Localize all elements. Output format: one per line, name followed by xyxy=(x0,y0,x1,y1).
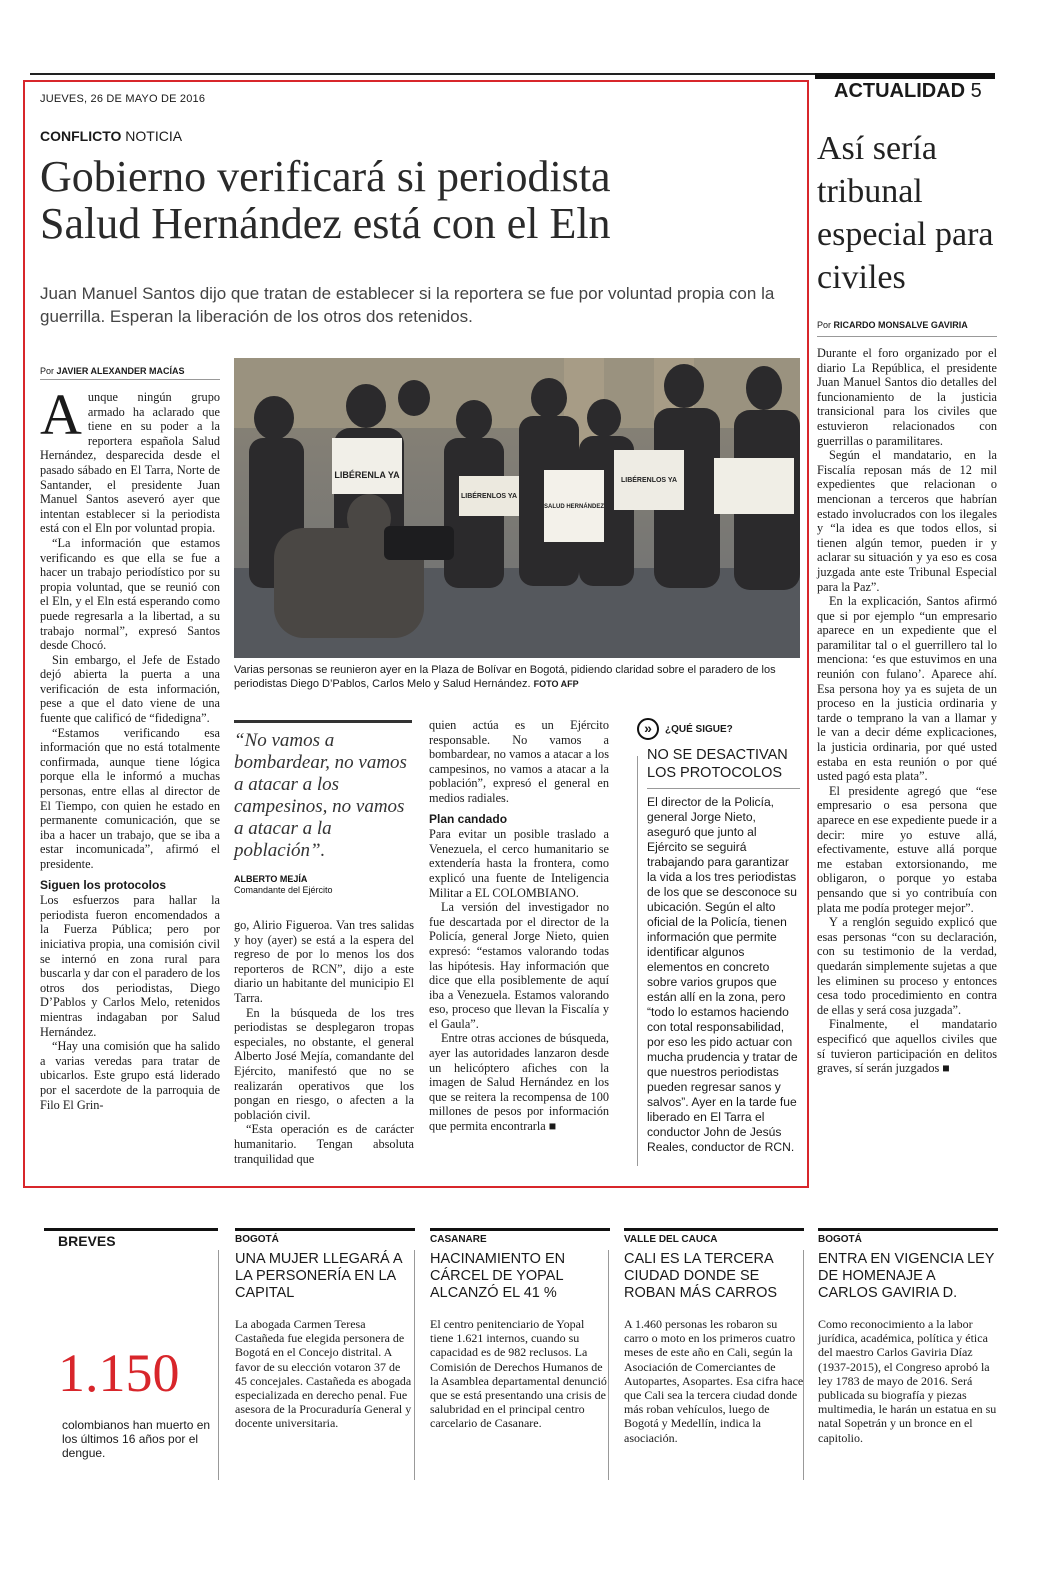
brief-tag: BOGOTÁ xyxy=(818,1234,862,1245)
brief-title: CALI ES LA TERCERA CIUDAD DONDE SE ROBAN MÁS CARROS xyxy=(624,1251,778,1301)
photo-credit: FOTO AFP xyxy=(533,679,579,689)
headline-line-2: Salud Hernández está con el Eln xyxy=(40,199,611,248)
issue-date: JUEVES, 26 DE MAYO DE 2016 xyxy=(40,93,206,105)
side-article-headline: Así sería tribunal especial para civiles xyxy=(817,130,994,296)
big-number: 1.150 xyxy=(58,1343,180,1403)
lede: Juan Manuel Santos dijo que tratan de establecer si la reportera se fue por voluntad propia con la guerrilla. Esperan la liberación de los otros dos retenidos. xyxy=(40,284,775,326)
byline-rule xyxy=(40,379,220,380)
section-name: ACTUALIDAD xyxy=(834,80,966,102)
side-article-byline xyxy=(817,320,968,330)
article-section xyxy=(40,128,182,144)
quote-text: “No vamos a bombardear, no vamos a atacar a los campesinos, no vamos a atacar a la población”. xyxy=(234,730,407,861)
paragraph: go, Alirio Figueroa. Van tres salidas y hoy (ayer) se está a la espera del regreso de por lo menos los dos reporteros de RCN”, dijo a este diario un habitante del municipio El Tarra. xyxy=(234,918,414,1005)
byline-prefix: Por xyxy=(817,320,832,330)
article-column-3 xyxy=(429,718,609,1134)
breves-label: BREVES xyxy=(58,1233,116,1249)
section-light: NOTICIA xyxy=(125,128,183,144)
page-number: 5 xyxy=(970,80,982,102)
paragraph: La versión del investigador no fue descartada por el director de la Policía, general Jorge Nieto, quien expresó: “estamos valorando todas las hipótesis. Hay información que dice que ella posiblemente de aquí iba a Venezuela. Estamos valorando eso, proceso que llevan la Fiscalía y el Gaula”. xyxy=(429,900,609,1031)
section-header xyxy=(834,80,996,103)
paragraph: Sin embargo, el Jefe de Estado dejó abierta la puerta a una verificación de esta información, pese a que el dato viene de una fuente que calificó de “fidedigna”. xyxy=(40,652,220,726)
section-bold: CONFLICTO xyxy=(40,128,122,144)
quote-role: Comandante del Ejército xyxy=(234,885,333,895)
brief-bar xyxy=(624,1228,804,1231)
box-title: NO SE DESACTIVAN LOS PROTOCOLOS xyxy=(647,747,788,781)
brief-text: La abogada Carmen Teresa Castañeda fue elegida personera de Bogotá en el Concejo distrital. A favor de su elección votaron 37 de 45 concejales. Castañeda es abogada especializada en derecho penal. Fue asesora de la Procuraduría General y docente universitaria. xyxy=(235,1317,412,1431)
paragraph: Finalmente, el mandatario especificó que aquellos civiles que sí tuvieron participación en delitos graves, sí serán juzgados ■ xyxy=(817,1017,997,1076)
chevron-right-icon: » xyxy=(637,718,659,740)
sign-text: SALUD HERNÁNDEZ xyxy=(544,504,604,510)
brief-title: HACINAMIENTO EN CÁRCEL DE YOPAL ALCANZÓ EL 41 % xyxy=(430,1251,566,1301)
subhead: Plan candado xyxy=(429,811,508,826)
sign-text: LIBÉRENLOS YA xyxy=(620,477,678,484)
sign-text: LIBÉRENLOS YA xyxy=(460,493,518,500)
paragraph: Los esfuerzos para hallar la periodista fueron encomendados a la Fuerza Pública; pero por iniciativa propia, una comisión civil se internó en zona rural para buscarla y dar con el paradero de los otros dos periodistas, Diego D’Pablos y Carlos Melo, retenidos mientras indagaban por Salud Hernández. xyxy=(40,893,220,1039)
article-column-1 xyxy=(40,382,220,1112)
column-separator xyxy=(218,1250,219,1480)
brief-bar xyxy=(818,1228,998,1231)
side-article-body xyxy=(817,346,997,1076)
paragraph: “Hay una comisión que ha salido a varias veredas para tratar de ubicarlos. Este grupo está liderado por el sacerdote de la parroquia de Filo El Grin- xyxy=(40,1039,220,1112)
brief-tag: VALLE DEL CAUCA xyxy=(624,1234,718,1245)
byline-name: RICARDO MONSALVE GAVIRIA xyxy=(833,320,968,330)
byline xyxy=(40,366,185,376)
paragraph: En la explicación, Santos afirmó que si por ejemplo “un empresario aparece en un expediente que el paramilitar tal o el guerrillero tal lo menciona: ‘es que estuvimos en una reunión con fulano’. Aparece ahí. Esa persona hoy ya es sujeta de un proceso en la justicia ordinaria y tarde o temprano la van a llamar y le van a decir déme explicaciones, la justicia ordinaria, por qué usted estaba en esta reunión o por qué usted pagó esta plata”. xyxy=(817,594,997,784)
paragraph: En la búsqueda de los tres periodistas se desplegaron tropas especiales, no obstante, el general Alberto José Mejía, comandante del Ejército, manifestó que no se realizarán operativos que los pongan en riesgo, o afecten a la población civil. xyxy=(234,1005,414,1122)
paragraph: “Esta operación es de carácter humanitario. Tengan absoluta tranquilidad que xyxy=(234,1122,414,1166)
headline xyxy=(40,153,790,247)
what-next-box xyxy=(637,718,800,1155)
paragraph: Según el mandatario, en la Fiscalía reposan más de 12 mil expedientes que relacionan o mencionan a terceros que habrían estado involucrados con los ilegales y “la idea es que todos ellos, si tienen algún temor, pueden ir y aclarar su situación y ya eso es cosa juzgada ante este Tribunal Especial para la Paz”. xyxy=(817,448,997,594)
caption-text: Varias personas se reunieron ayer en la Plaza de Bolívar en Bogotá, pidiendo claridad sobre el paradero de los periodistas Diego D’Pablos, Carlos Melo y Salud Hernández. xyxy=(234,664,776,690)
big-number-text: colombianos han muerto en los últimos 16 años por el dengue. xyxy=(62,1418,211,1460)
box-tag: ¿QUÉ SIGUE? xyxy=(665,723,733,735)
byline-rule xyxy=(817,336,997,337)
brief-title: UNA MUJER LLEGARÁ A LA PERSONERÍA EN LA CAPITAL xyxy=(235,1251,402,1301)
breves-bar xyxy=(44,1228,218,1231)
column-separator xyxy=(637,756,638,1166)
quote-author: ALBERTO MEJÍA xyxy=(234,874,308,884)
brief-bar xyxy=(235,1228,415,1231)
quote-rule xyxy=(234,720,412,723)
sign-text: LIBÉRENLA YA xyxy=(334,470,400,480)
byline-prefix: Por xyxy=(40,366,55,376)
brief-item xyxy=(235,1228,415,1431)
paragraph: El presidente agregó que “ese empresario o esa persona que aparece en ese expediente puede ir a decir: mire yo estuve allá, efectivamente, estuve allá porque me estaban extorsionando, me obligaron, o porque yo estaba pensando que si yo contribuía con plata me podía proteger mejor”. xyxy=(817,783,997,915)
brief-text: El centro penitenciario de Yopal tiene 1.621 internos, cuando su capacidad es de 982 reclusos. La Comisión de Derechos Humanos de la Asamblea departamental denunció que se está presentando una crisis de salubridad en el principal centro carcelario de Casanare. xyxy=(430,1317,607,1431)
article-column-2 xyxy=(234,918,414,1166)
pull-quote xyxy=(234,730,412,896)
brief-item xyxy=(818,1228,998,1445)
brief-item xyxy=(430,1228,610,1431)
photo-caption xyxy=(234,663,800,691)
paragraph: Para evitar un posible traslado a Venezuela, el cerco humanitario se extendería hasta la frontera, como explicó una fuente de Inteligencia Militar a EL COLOMBIANO. xyxy=(429,827,609,900)
brief-tag: CASANARE xyxy=(430,1234,487,1245)
paragraph: “La información que estamos verificando es que ella se fue a hacer un trabajo periodístico por su propia voluntad, que se reunió con el Eln, y el Eln está esperando como puede regresarla a la libertad, a su trabajo normal”, expresó Santos desde Chocó. xyxy=(40,535,220,653)
brief-title: ENTRA EN VIGENCIA LEY DE HOMENAJE A CARLOS GAVIRIA D. xyxy=(818,1251,995,1301)
drop-cap: A xyxy=(40,382,82,447)
brief-tag: BOGOTÁ xyxy=(235,1234,279,1245)
paragraph: Y a renglón seguido explicó que esas personas “con su declaración, con su testimonio de la verdad, quedarán simplemente sujetas a que les eliminen su proceso y entonces cesa todo procedimiento en contra de ellas y será cosa juzgada”. xyxy=(817,915,997,1017)
news-photo xyxy=(234,358,800,658)
protest-photo-illustration xyxy=(234,358,800,658)
paragraph: Entre otras acciones de búsqueda, ayer las autoridades lanzaron desde un helicóptero afiches con la imagen de Salud Hernández en los que se reitera la recompensa de 100 millones de pesos por información que permita encontrarla ■ xyxy=(429,1031,609,1134)
subhead: Siguen los protocolos xyxy=(40,877,167,892)
brief-bar xyxy=(430,1228,610,1231)
byline-name: JAVIER ALEXANDER MACÍAS xyxy=(56,366,185,376)
paragraph: quien actúa es un Ejército responsable. No vamos a bombardear, no vamos a atacar a los campesinos, no vamos a atacar a la población”, expresó el general en medios radiales. xyxy=(429,718,609,805)
section-bar xyxy=(815,73,995,79)
paragraph: “Estamos verificando esa información que no está totalmente confirmada, aunque tiene lógica porque ella le informó a muchas personas, entre ellas al director de El Tiempo, con quien he estado en permanente comunicación, que se iba a hacer un trabajo, que se iba a estar incomunicada”, afirmó el presidente. xyxy=(40,725,220,871)
box-text: El director de la Policía, general Jorge Nieto, aseguró que junto al Ejército se seguirá trabajando para garantizar la vida a los tres periodistas de los que se desconoce su ubicación. Según el alto oficial de la Policía, tienen información que permite identificar algunos elementos en concreto sobre varios grupos que están allí en la zona, pero “todo lo estamos haciendo con total responsabilidad, por eso les pido actuar con mucha prudencia y tratar de que nuestros periodistas pueden regresar sanos y salvos”. Ayer en la tarde fue liberado en El Tarra el conductor John de Jesús Reales, conductor de RCN. xyxy=(647,795,798,1154)
headline-line-1: Gobierno verificará si periodista xyxy=(40,152,611,201)
box-rule xyxy=(647,788,800,789)
brief-item xyxy=(624,1228,804,1445)
brief-text: A 1.460 personas les robaron su carro o moto en los primeros cuatro meses de este año en Cali, según la Asociación de Comerciantes de Autopartes, Asopartes. Esa cifra hace que Cali sea la tercera ciudad donde más roban vehículos, luego de Bogotá y Medellín, indica la asociación. xyxy=(624,1317,804,1445)
paragraph: unque ningún grupo armado ha aclarado que tiene en su poder a la reportera española Salud Hernández, desparecida desde el pasado sábado en El Tarra, Norte de Santander, el presidente Juan Manuel Santos aseveró ayer que intentan establecer si la periodista está con el Eln por voluntad propia. xyxy=(40,390,220,536)
brief-text: Como reconocimiento a la labor jurídica, académica, política y ética del maestro Carlos Gaviria Díaz (1937-2015), el Congreso aprobó la ley 1783 de mayo de 2016. Será publicada su biografía y piezas multimedia, le harán un estatua en su natal Sopetrán y un bronce en el capitolio. xyxy=(818,1317,997,1445)
paragraph: Durante el foro organizado por el diario La República, el presidente Juan Manuel Santos dio detalles del funcionamiento de la justicia transicional para los civiles que estuvieron relacionados con guerrillas o paramilitares. xyxy=(817,346,997,448)
